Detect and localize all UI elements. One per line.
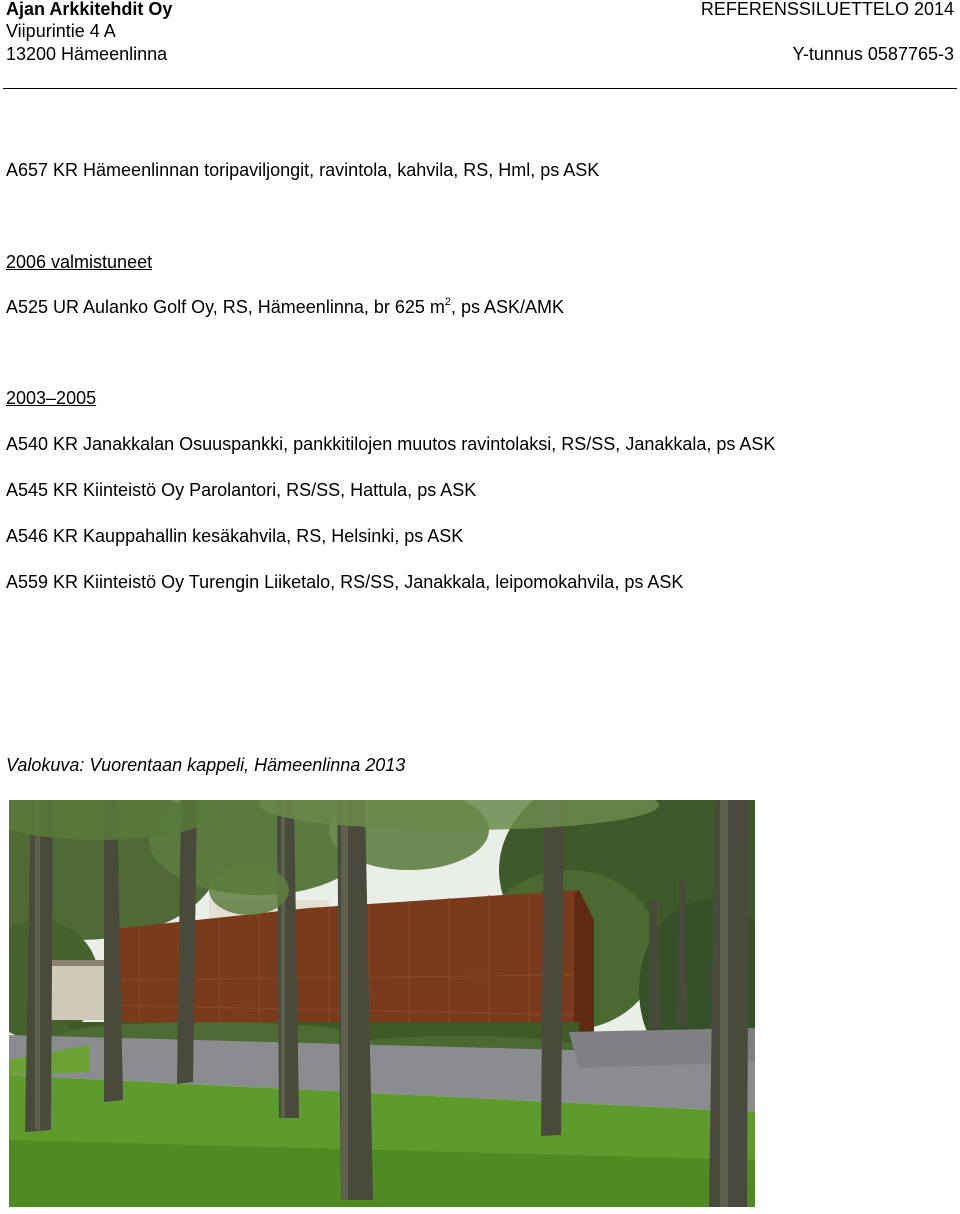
reference-a540: A540 KR Janakkalan Osuuspankki, pankkitilojen muutos ravintolaksi, RS/SS, Janakkala, ps ASK (6, 434, 776, 454)
reference-a657: A657 KR Hämeenlinnan toripaviljongit, ravintola, kahvila, RS, Hml, ps ASK (6, 160, 600, 180)
photo-caption: Valokuva: Vuorentaan kappeli, Hämeenlinna 2013 (6, 755, 406, 775)
company-name: Ajan Arkkitehdit Oy (6, 0, 173, 19)
square-exponent: 2 (444, 296, 452, 308)
section-heading-2006: 2006 valmistuneet (6, 252, 153, 272)
document-title: REFERENSSILUETTELO 2014 (700, 0, 954, 19)
business-id: Y-tunnus 0587765-3 (792, 44, 954, 64)
reference-a545: A545 KR Kiinteistö Oy Parolantori, RS/SS, Hattula, ps ASK (6, 480, 477, 500)
reference-a525-text: A525 UR Aulanko Golf Oy, RS, Hämeenlinna, br 625 m (6, 297, 445, 317)
reference-a559: A559 KR Kiinteistö Oy Turengin Liiketalo, RS/SS, Janakkala, leipomokahvila, ps ASK (6, 572, 684, 592)
company-city: 13200 Hämeenlinna (6, 44, 168, 64)
reference-a525-suffix: , ps ASK/AMK (451, 297, 565, 317)
reference-a525 (6, 296, 564, 318)
letterhead (0, 0, 960, 90)
reference-a546: A546 KR Kauppahallin kesäkahvila, RS, Helsinki, ps ASK (6, 526, 464, 546)
section-heading-2003-2005: 2003–2005 (6, 388, 97, 408)
chapel-photo (9, 800, 755, 1207)
header-divider (3, 88, 957, 89)
company-street: Viipurintie 4 A (6, 21, 116, 41)
